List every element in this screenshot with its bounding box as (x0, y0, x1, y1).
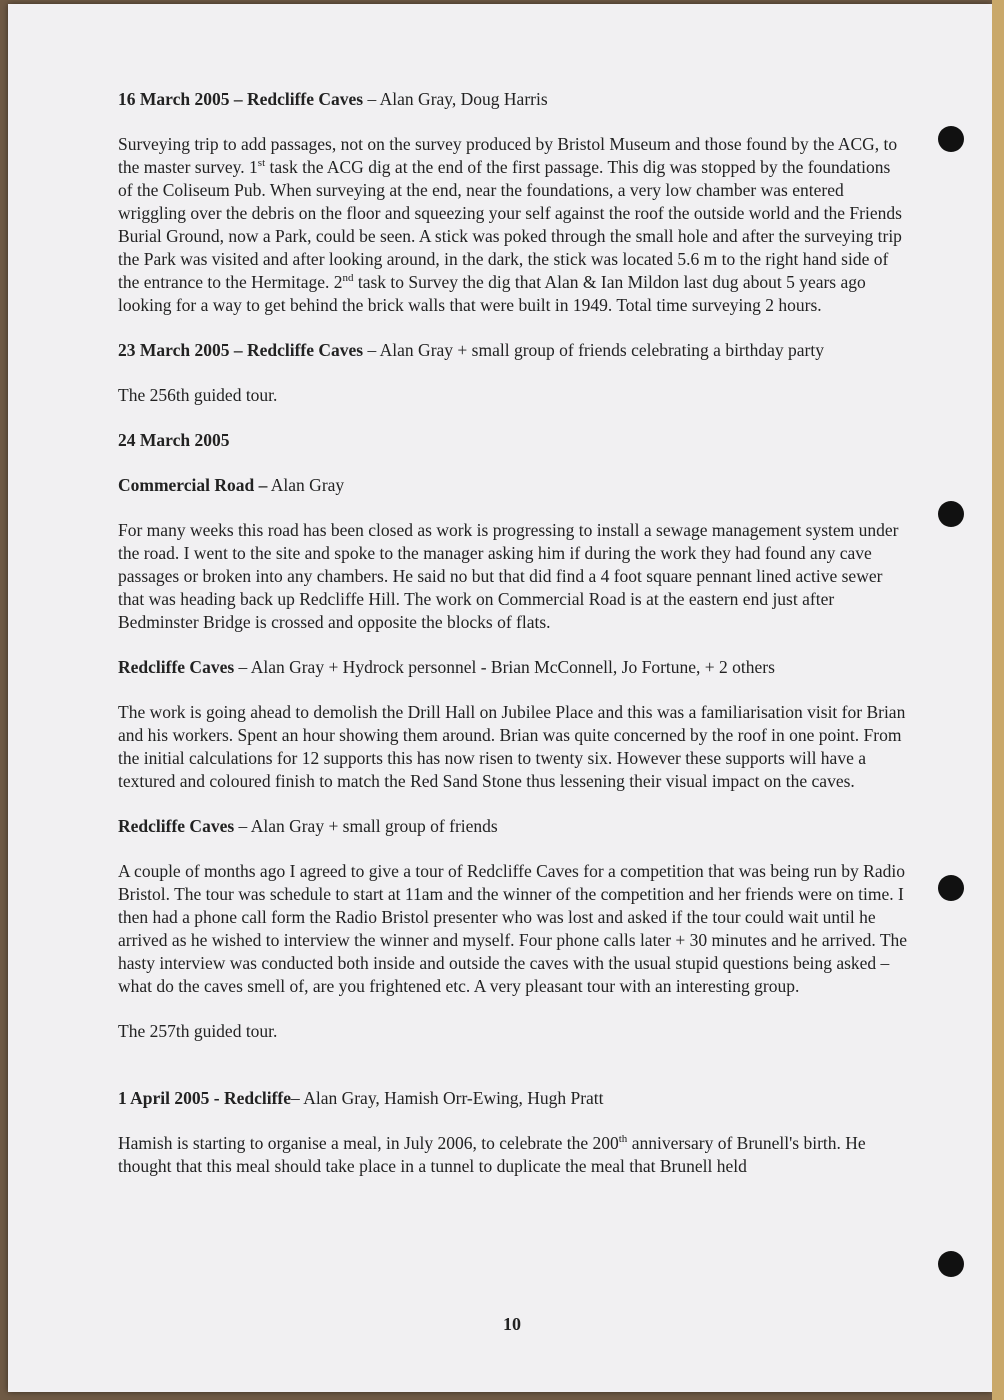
entry-paragraph: The work is going ahead to demolish the Drill Hall on Jubilee Place and this was a familiarisation visit for Brian and his workers. Spent an hour showing them around. Brian was quite concerned by the roof in one point. From the initial calculations for 12 supports this has now risen to twenty six. However these supports will have a textured and coloured finish to match the Red Sand Stone thus lessening their visual impact on the caves. (118, 702, 906, 791)
punch-hole (938, 501, 964, 527)
punch-hole (938, 1251, 964, 1277)
entry-paragraph: Hamish is starting to organise a meal, in July 2006, to celebrate the 200th anniversary of Brunell's birth. He thought that this meal should take place in a tunnel to duplicate the meal that Brunell held (118, 1133, 866, 1176)
entry-paragraph: The 257th guided tour. (118, 1021, 278, 1041)
page-number: 10 (503, 1314, 521, 1334)
punch-hole (938, 875, 964, 901)
entry-paragraph: Surveying trip to add passages, not on the survey produced by Bristol Museum and those found by the ACG, to the master survey. 1st task the ACG dig at the end of the first passage. This dig was stopped by the foundations of the Coliseum Pub. When surveying at the end, near the foundations, a very low chamber was entered wriggling over the debris on the floor and squeezing your self against the roof the outside world and the Friends Burial Ground, now a Park, could be seen. A stick was poked through the small hole and after the surveying trip the Park was visited and after looking around, in the dark, the stick was located 5.6 m to the right hand side of the entrance to the Hermitage. 2nd task to Survey the dig that Alan & Ian Mildon last dug about 5 years ago looking for a way to get behind the brick walls that were built in 1949. Total time surveying 2 hours. (118, 134, 902, 315)
entry-subheading: Redcliffe Caves – Alan Gray + Hydrock personnel - Brian McConnell, Jo Fortune, + 2 others (118, 657, 775, 677)
entry-heading: 16 March 2005 – Redcliffe Caves – Alan Gray, Doug Harris (118, 89, 548, 109)
entry-paragraph: The 256th guided tour. (118, 385, 278, 405)
entry-paragraph: For many weeks this road has been closed as work is progressing to install a sewage management system under the road. I went to the site and spoke to the manager asking him if during the work they had found any cave passages or broken into any chambers. He said no but that did find a 4 foot square pennant lined active sewer that was heading back up Redcliffe Hill. The work on Commercial Road is at the eastern end just after Bedminster Bridge is crossed and opposite the blocks of flats. (118, 520, 899, 632)
background-strip (992, 0, 1004, 1400)
punch-hole (938, 126, 964, 152)
document-body (118, 88, 908, 1178)
entry-date: 24 March 2005 (118, 430, 230, 450)
entry-subheading: Redcliffe Caves – Alan Gray + small group of friends (118, 816, 498, 836)
entry-paragraph: A couple of months ago I agreed to give a tour of Redcliffe Caves for a competition that was being run by Radio Bristol. The tour was schedule to start at 11am and the winner of the competition and her friends were on time. I then had a phone call form the Radio Bristol presenter who was lost and asked if the tour could wait until he arrived as he wished to interview the winner and myself. Four phone calls later + 30 minutes and he arrived. The hasty interview was conducted both inside and outside the caves with the usual stupid questions being asked – what do the caves smell of, are you frightened etc. A very pleasant tour with an interesting group. (118, 861, 908, 996)
entry-heading: 1 April 2005 - Redcliffe– Alan Gray, Hamish Orr-Ewing, Hugh Pratt (118, 1088, 604, 1108)
entry-heading: 23 March 2005 – Redcliffe Caves – Alan Gray + small group of friends celebrating a birthday party (118, 340, 824, 360)
entry-subheading: Commercial Road – Alan Gray (118, 475, 345, 495)
